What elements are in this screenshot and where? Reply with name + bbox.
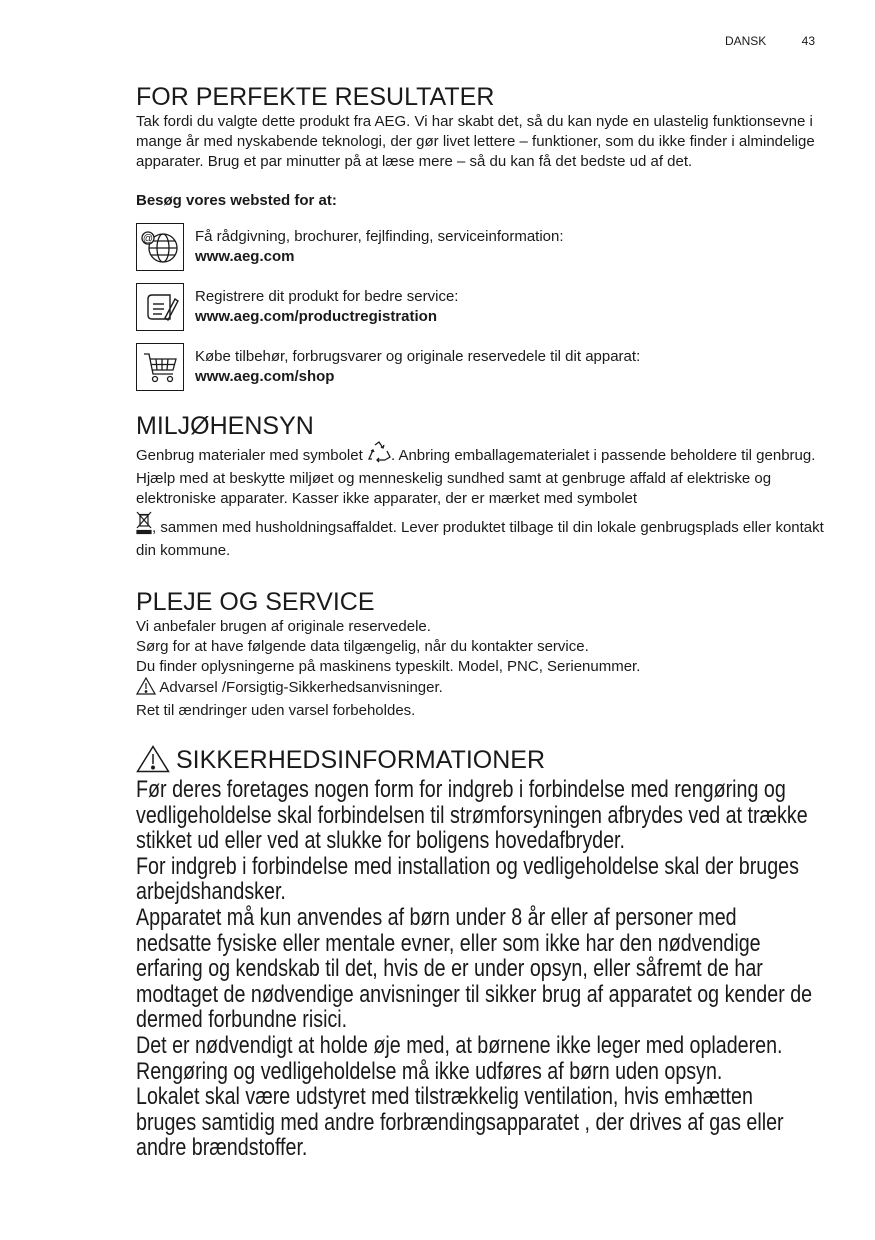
link-registration-url[interactable]: www.aeg.com/productregistration xyxy=(195,308,437,325)
svg-text:@: @ xyxy=(142,233,154,245)
safety-paragraph-1: Før deres foretages nogen form for indgreb i forbindelse med rengøring og vedligeholdelse skal forbindelsen til strømforsyningen afbrydes ved at trække stikket ud eller ved at slukke for boligens hovedafbryder. xyxy=(136,776,808,855)
visit-label: Besøg vores websted for at: xyxy=(136,192,337,209)
link-registration-text xyxy=(195,287,458,327)
link-row-shop xyxy=(136,341,826,393)
globe-at-icon xyxy=(136,223,184,271)
safety-paragraph-2: For indgreb i forbindelse med installation og vedligeholdelse skal der bruges arbejdshandsker. xyxy=(136,852,799,906)
safety-title: SIKKERHEDSINFORMATIONER xyxy=(176,746,546,774)
link-shop-url[interactable]: www.aeg.com/shop xyxy=(195,368,335,385)
language-label: DANSK xyxy=(724,34,767,48)
warning-icon xyxy=(136,677,156,701)
environment-paragraph-3 xyxy=(136,511,826,561)
intro-paragraph: Tak fordi du valgte dette produkt fra AEG. Vi har skabt det, så du kan nyde en ulastelig funktionsevne i mange år med nyskabende teknologi, der gør livet lettere – funktioner, som du ikke finder i almindelige apparater. Brug et par minutter på at læse mere – så du kan få det bedste ud af det. xyxy=(136,113,815,170)
safety-paragraph-3: Apparatet må kun anvendes af børn under 8 år eller af personer med nedsatte fysiske eller mentale evner, eller som ikke har den nødvendige erfaring og kendskab til det, hvis de er under opsyn, eller såfremt de har modtaget de nødvendige anvisninger til sikker brug af apparatet og kender de dermed forbundne risici. xyxy=(136,903,813,1034)
safety-paragraph-5: Rengøring og vedligeholdelse må ikke udføres af børn uden opsyn. xyxy=(136,1057,723,1085)
page-content xyxy=(136,82,826,1161)
care-title: PLEJE OG SERVICE xyxy=(136,588,375,616)
shopping-cart-icon xyxy=(136,343,184,391)
care-last-line: Ret til ændringer uden varsel forbeholdes. xyxy=(136,702,416,719)
recycle-icon xyxy=(367,441,391,469)
safety-paragraph-6: Lokalet skal være udstyret med tilstrækkelig ventilation, hvis emhætten bruges samtidig med andre forbrændingsapparatet , der drives af gas eller andre brændstoffer. xyxy=(136,1083,784,1162)
care-line-2: Sørg for at have følgende data tilgængelig, når du kontakter service. xyxy=(136,638,589,655)
care-line-3: Du finder oplysningerne på maskinens typeskilt. Model, PNC, Serienummer. xyxy=(136,658,641,675)
safety-heading xyxy=(136,745,826,775)
safety-body xyxy=(136,777,817,1161)
environment-title: MILJØHENSYN xyxy=(136,412,314,440)
page-header xyxy=(725,34,815,48)
safety-warning-icon xyxy=(136,745,170,773)
registration-form-icon xyxy=(136,283,184,331)
link-advice-description: Få rådgivning, brochurer, fejlfinding, serviceinformation: xyxy=(195,228,564,245)
environment-line1-after: . Anbring emballagematerialet i passende beholdere til genbrug. xyxy=(390,447,816,464)
intro-title: FOR PERFEKTE RESULTATER xyxy=(136,83,495,111)
care-section xyxy=(136,587,826,721)
care-line-1: Vi anbefaler brugen af originale reservedele. xyxy=(136,618,431,635)
crossed-out-bin-icon xyxy=(136,511,152,541)
environment-section xyxy=(136,411,826,561)
link-shop-text xyxy=(195,347,640,387)
page-number: 43 xyxy=(801,34,815,48)
link-advice-url[interactable]: www.aeg.com xyxy=(195,248,295,265)
link-row-advice xyxy=(136,221,826,273)
environment-paragraph-2: Hjælp med at beskytte miljøet og menneskelig sundhed samt at genbruge affald af elektriske og elektroniske apparater. Kasser ikke apparater, der er mærket med symbolet xyxy=(136,470,772,507)
safety-paragraph-4: Det er nødvendigt at holde øje med, at børnene ikke leger med opladeren. xyxy=(136,1031,783,1059)
environment-line3: , sammen med husholdningsaffaldet. Lever produktet tilbage til din lokale genbrugsplads eller kontakt din kommune. xyxy=(136,519,824,559)
care-warning-line xyxy=(136,677,826,701)
environment-line1-before: Genbrug materialer med symbolet xyxy=(136,447,363,464)
link-advice-text xyxy=(195,227,564,267)
care-warning-text: Advarsel /Forsigtig-Sikkerhedsanvisninger. xyxy=(159,679,443,696)
link-row-registration xyxy=(136,281,826,333)
link-shop-description: Købe tilbehør, forbrugsvarer og originale reservedele til dit apparat: xyxy=(195,348,641,365)
link-registration-description: Registrere dit produkt for bedre service: xyxy=(195,288,459,305)
environment-paragraph-1 xyxy=(136,441,826,469)
